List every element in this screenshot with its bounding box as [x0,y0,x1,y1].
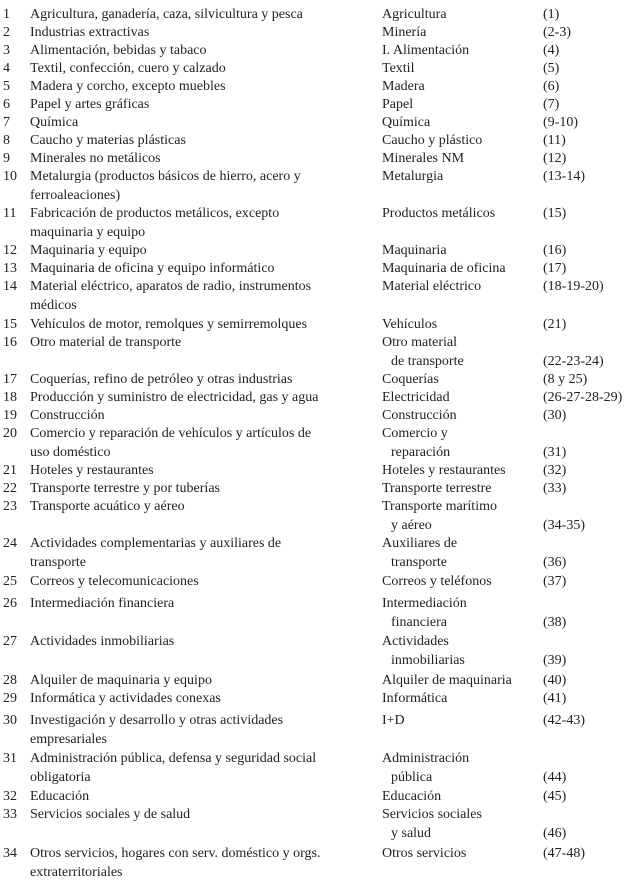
short-name-line: Otros servicios [382,846,467,861]
sector-description [30,150,375,169]
sector-codes: (4) [543,43,560,58]
row-number: 5 [3,79,10,94]
description-line: Educación [30,789,90,804]
row-number: 28 [3,673,17,688]
description-line: Química [30,115,79,130]
short-name-line: financiera [391,614,447,630]
sector-description [30,690,375,709]
description-line: Minerales no metálicos [30,151,161,166]
description-line: extraterritoriales [30,864,123,880]
description-line: Correos y telecomunicaciones [30,574,199,589]
sector-codes: (11) [543,133,566,148]
row-number: 2 [3,25,10,40]
sector-description [30,205,375,242]
sector-short-name [382,672,542,691]
sector-codes: (31) [543,444,567,460]
description-line: Transporte terrestre y por tuberías [30,481,220,496]
sector-short-name [382,462,542,481]
row-number: 25 [3,574,17,589]
description-line: Papel y artes gráficas [30,97,150,112]
description-line: Fabricación de productos metálicos, excepto [30,206,280,221]
short-name-line: Transporte marítimo [382,499,497,514]
short-name-line: I+D [382,713,405,728]
short-name-line: Auxiliares de [382,536,458,551]
row-number: 20 [3,426,17,441]
sector-description [30,78,375,97]
sector-codes: (16) [543,243,567,258]
sector-description [30,260,375,279]
description-line: Maquinaria de oficina y equipo informático [30,261,275,276]
row-number: 26 [3,596,17,611]
sector-codes: (6) [543,79,560,94]
description-line: Vehículos de motor, remolques y semirremolques [30,317,308,332]
sector-description [30,316,375,335]
sector-codes: (1) [543,7,560,22]
row-number: 11 [3,206,17,221]
sector-short-name [382,407,542,426]
sector-description [30,6,375,25]
description-line: Industrias extractivas [30,25,150,40]
sector-codes: (37) [543,574,567,589]
short-name-line: y salud [391,825,432,841]
description-line: Material eléctrico, aparatos de radio, instrumentos [30,279,312,294]
sector-codes: (30) [543,408,567,423]
sector-codes: (45) [543,789,567,804]
sector-short-name [382,690,542,709]
description-line: obligatoria [30,769,91,785]
row-number: 1 [3,7,10,22]
description-line: Comercio y reparación de vehículos y artículos de [30,426,312,441]
sector-short-name [382,498,542,535]
row-number: 27 [3,634,17,649]
description-line: Transporte acuático y aéreo [30,499,185,514]
row-number: 13 [3,261,17,276]
short-name-line: Productos metálicos [382,206,496,221]
sector-codes: (44) [543,769,567,785]
short-name-line: Madera [382,79,425,94]
description-line: uso doméstico [30,444,111,460]
sector-codes: (21) [543,317,567,332]
sector-codes: (7) [543,97,560,112]
description-line: Actividades inmobiliarias [30,634,175,649]
short-name-line: Construcción [382,408,457,423]
sector-short-name [382,633,542,670]
sector-description [30,96,375,115]
sector-short-name [382,595,542,632]
sector-short-name [382,750,542,787]
sector-short-name [382,42,542,61]
short-name-line: Material eléctrico [382,279,482,294]
row-number: 18 [3,390,17,405]
row-number: 24 [3,536,17,551]
row-number: 16 [3,335,17,350]
sector-short-name [382,788,542,807]
sector-description [30,788,375,807]
description-line: Informática y actividades conexas [30,691,221,706]
short-name-line: Vehículos [382,317,438,332]
short-name-line: Maquinaria de oficina [382,261,506,276]
short-name-line: Minería [382,25,427,40]
sector-description [30,60,375,79]
sector-description [30,573,375,592]
sector-description [30,595,375,614]
short-name-line: Actividades [382,634,449,649]
short-name-line: Coquerías [382,372,439,387]
short-name-line: inmobiliarias [391,652,465,668]
description-line: Coquerías, refino de petróleo y otras industrias [30,372,293,387]
sector-description [30,462,375,481]
sector-short-name [382,132,542,151]
description-line: empresariales [30,731,107,747]
sector-codes: (17) [543,261,567,276]
short-name-line: y aéreo [391,517,432,533]
description-line: Textil, confección, cuero y calzado [30,61,226,76]
row-number: 14 [3,279,17,294]
row-number: 9 [3,151,10,166]
row-number: 19 [3,408,17,423]
sector-description [30,407,375,426]
sector-description [30,712,375,749]
row-number: 22 [3,481,17,496]
sector-short-name [382,78,542,97]
sector-codes: (18-19-20) [543,279,604,294]
row-number: 15 [3,317,17,332]
sector-codes: (34-35) [543,517,585,533]
description-line: Alimentación, bebidas y tabaco [30,43,207,58]
row-number: 23 [3,499,17,514]
row-number: 30 [3,713,17,728]
sector-short-name [382,205,542,224]
short-name-line: Intermediación [382,596,467,611]
sector-description [30,480,375,499]
short-name-line: pública [391,769,433,785]
row-number: 7 [3,115,10,130]
sector-codes: (47-48) [543,846,585,861]
sector-description [30,498,375,517]
sector-short-name [382,278,542,297]
description-line: Producción y suministro de electricidad, gas y agua [30,390,319,405]
short-name-line: Química [382,115,431,130]
sector-codes: (32) [543,463,567,478]
sector-short-name [382,845,542,864]
sector-codes: (22-23-24) [543,353,604,369]
description-line: Construcción [30,408,105,423]
row-number: 6 [3,97,10,112]
row-number: 32 [3,789,17,804]
short-name-line: I. Alimentación [382,43,470,58]
sector-codes: (38) [543,614,567,630]
short-name-line: Agricultura [382,7,447,22]
description-line: médicos [30,297,77,313]
description-line: Madera y corcho, excepto muebles [30,79,226,94]
short-name-line: Minerales NM [382,151,465,166]
sector-codes: (46) [543,825,567,841]
sector-codes: (33) [543,481,567,496]
sector-short-name [382,242,542,261]
short-name-line: Transporte terrestre [382,481,492,496]
description-line: Agricultura, ganadería, caza, silvicultura y pesca [30,7,303,22]
sector-short-name [382,114,542,133]
sector-short-name [382,480,542,499]
sector-short-name [382,535,542,572]
row-number: 33 [3,807,17,822]
short-name-line: transporte [391,554,447,570]
row-number: 17 [3,372,17,387]
description-line: Servicios sociales y de salud [30,807,191,822]
sector-description [30,806,375,825]
sector-short-name [382,806,542,843]
sector-description [30,389,375,408]
sector-short-name [382,168,542,187]
short-name-line: Metalurgia [382,169,444,184]
sector-codes: (2-3) [543,25,571,40]
sector-description [30,425,375,462]
description-line: transporte [30,554,86,570]
short-name-line: reparación [391,444,451,460]
short-name-line: Alquiler de maquinaria [382,673,512,688]
short-name-line: Comercio y [382,426,448,441]
description-line: ferroaleaciones) [30,187,121,203]
row-number: 29 [3,691,17,706]
sector-short-name [382,150,542,169]
sector-short-name [382,425,542,462]
sector-codes: (5) [543,61,560,76]
sector-short-name [382,60,542,79]
row-number: 4 [3,61,10,76]
short-name-line: Hoteles y restaurantes [382,463,506,478]
sector-description [30,633,375,652]
sector-description [30,334,375,353]
row-number: 12 [3,243,17,258]
sector-description [30,132,375,151]
sector-short-name [382,24,542,43]
short-name-line: Administración [382,751,470,766]
sector-short-name [382,389,542,408]
row-number: 21 [3,463,17,478]
sector-codes: (39) [543,652,567,668]
description-line: Actividades complementarias y auxiliares de [30,536,282,551]
description-line: Otros servicios, hogares con serv. doméstico y orgs. [30,846,321,861]
description-line: Investigación y desarrollo y otras actividades [30,713,284,728]
sector-short-name [382,334,542,371]
sector-description [30,845,375,882]
sector-description [30,42,375,61]
sector-description [30,750,375,787]
sector-description [30,672,375,691]
description-line: Otro material de transporte [30,335,182,350]
description-line: Metalurgia (productos básicos de hierro, acero y [30,169,301,184]
sector-short-name [382,316,542,335]
short-name-line: Correos y teléfonos [382,574,492,589]
sector-description [30,242,375,261]
sector-description [30,24,375,43]
sector-short-name [382,260,542,279]
row-number: 10 [3,169,17,184]
row-number: 3 [3,43,10,58]
short-name-line: Textil [382,61,415,76]
sector-codes: (36) [543,554,567,570]
sector-short-name [382,96,542,115]
description-line: Hoteles y restaurantes [30,463,154,478]
sector-codes: (15) [543,206,567,221]
row-number: 31 [3,751,17,766]
sector-codes: (42-43) [543,713,585,728]
row-number: 34 [3,846,17,861]
short-name-line: Papel [382,97,414,112]
sector-short-name [382,371,542,390]
sector-codes: (12) [543,151,567,166]
short-name-line: Electricidad [382,390,450,405]
description-line: Intermediación financiera [30,596,175,611]
sector-description [30,278,375,315]
sector-codes: (26-27-28-29) [543,390,623,405]
sector-codes: (40) [543,673,567,688]
description-line: maquinaria y equipo [30,224,146,240]
description-line: Caucho y materias plásticas [30,133,186,148]
sector-codes: (13-14) [543,169,585,184]
short-name-line: Educación [382,789,442,804]
short-name-line: Informática [382,691,448,706]
row-number: 8 [3,133,10,148]
sector-short-name [382,573,542,592]
short-name-line: Maquinaria [382,243,447,258]
short-name-line: Otro material [382,335,458,350]
description-line: Alquiler de maquinaria y equipo [30,673,212,688]
sector-description [30,168,375,205]
short-name-line: Servicios sociales [382,807,482,822]
sector-codes: (41) [543,691,567,706]
short-name-line: de transporte [391,353,464,369]
sector-short-name [382,712,542,731]
sector-description [30,535,375,572]
sector-codes: (8 y 25) [543,372,588,387]
sector-codes: (9-10) [543,115,578,130]
sector-description [30,371,375,390]
description-line: Maquinaria y equipo [30,243,147,258]
sector-short-name [382,6,542,25]
short-name-line: Caucho y plástico [382,133,483,148]
sector-description [30,114,375,133]
description-line: Administración pública, defensa y seguridad social [30,751,317,766]
